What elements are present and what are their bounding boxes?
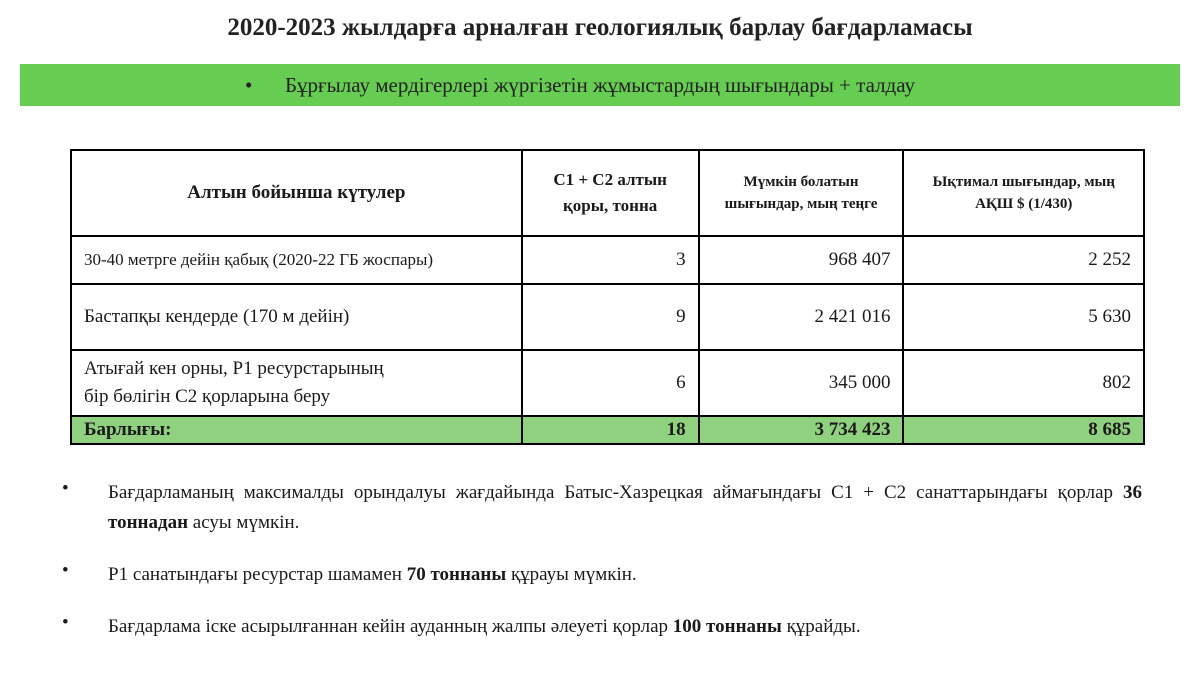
gold-expectations-table [70,149,1145,445]
table-row [71,284,1144,350]
row-label-line2: бір бөлігін С2 қорларына беру [84,386,331,407]
notes-list [62,478,1142,642]
header-cost-usd: Ықтимал шығындар, мың АҚШ $ (1/430) [903,150,1144,236]
header-expectations: Алтын бойынша күтулер [71,150,522,236]
list-item [62,560,1142,590]
total-label: Барлығы: [71,416,522,444]
total-reserves: 18 [522,416,699,444]
note-text-post: құрайды. [781,616,861,637]
row-cost-usd: 5 630 [903,284,1144,350]
banner-text: Бұрғылау мердігерлері жүргізетін жұмыстардың шығындары + талдау [285,72,915,97]
table-total-row [71,416,1144,444]
row-cost-usd: 2 252 [903,236,1144,284]
row-cost-kzt: 968 407 [699,236,904,284]
total-cost-usd: 8 685 [903,416,1144,444]
bullet: • [62,612,69,633]
row-cost-kzt: 345 000 [699,350,904,416]
row-reserves: 3 [522,236,699,284]
note-text [108,478,1142,538]
note-text [108,612,1142,642]
page-title: 2020-2023 жылдарға арналған геологиялық барлау бағдарламасы [227,14,973,41]
banner [20,64,1180,106]
header-cost-kzt: Мүмкін болатын шығындар, мың теңге [699,150,904,236]
note-text [108,560,1142,590]
note-text-pre: Бағдарлама іске асырылғаннан кейін ауданның жалпы әлеуеті қорлар [108,616,673,637]
bullet: • [62,478,69,499]
list-item [62,612,1142,642]
table-header-row [71,150,1144,236]
note-text-post: асуы мүмкін. [188,512,300,533]
row-reserves: 6 [522,350,699,416]
table-row [71,236,1144,284]
header-reserves: С1 + С2 алтын қоры, тонна [522,150,699,236]
note-text-pre: Бағдарламаның максималды орындалуы жағдайында Батыс-Хазрецкая аймағындағы С1 + С2 санаттарындағы қорлар [108,482,1123,503]
row-reserves: 9 [522,284,699,350]
row-label-line1: Атығай кен орны, Р1 ресурстарының [84,358,384,379]
total-cost-kzt: 3 734 423 [699,416,904,444]
note-text-post: құрауы мүмкін. [506,564,637,585]
note-highlight: 100 тоннаны [672,616,782,637]
banner-bullet: • [245,72,253,97]
list-item [62,478,1142,538]
row-label [71,350,522,416]
note-highlight: 36 тоннадан [108,482,1142,533]
bullet: • [62,560,69,581]
row-label: Бастапқы кендерде (170 м дейін) [71,284,522,350]
row-cost-kzt: 2 421 016 [699,284,904,350]
note-highlight: 70 тоннаны [406,564,507,585]
note-text-pre: Р1 санатындағы ресурстар шамамен [108,564,407,585]
row-label: 30-40 метрге дейін қабық (2020-22 ГБ жоспары) [71,236,522,284]
row-cost-usd: 802 [903,350,1144,416]
table-row [71,350,1144,416]
